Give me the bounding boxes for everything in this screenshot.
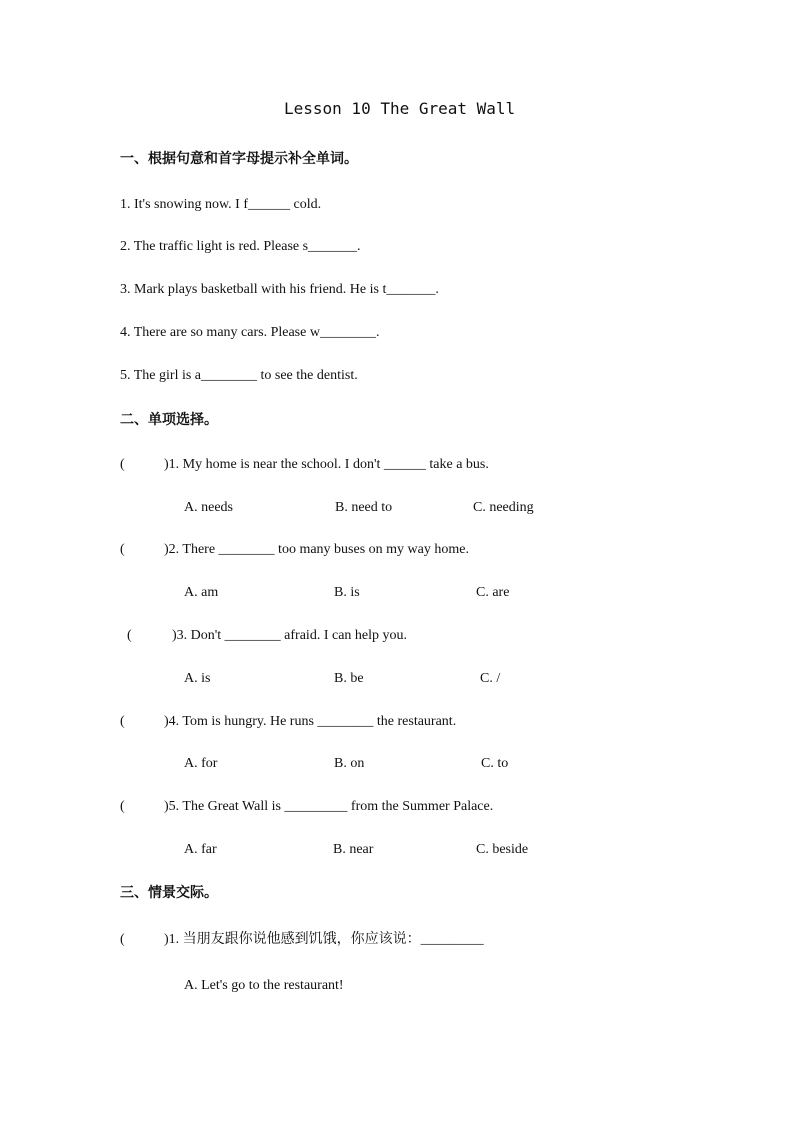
section-2-heading: 二、单项选择。 <box>120 412 218 428</box>
option-c: C. / <box>480 671 501 686</box>
section-3-heading: 三、情景交际。 <box>120 885 218 901</box>
question-stem: )5. The Great Wall is _________ from the Summer Palace. <box>164 799 494 814</box>
option-a: A. am <box>184 585 219 600</box>
option-b: B. need to <box>335 500 393 515</box>
fill-item-5: 5. The girl is a________ to see the dentist. <box>120 368 358 383</box>
option-b: B. be <box>334 671 364 686</box>
question-paren: ( <box>120 932 125 947</box>
question-paren: ( <box>120 714 125 729</box>
option-b: B. is <box>334 585 360 600</box>
option-b: B. near <box>333 842 374 857</box>
option-a: A. is <box>184 671 211 686</box>
question-stem: )1. My home is near the school. I don't ______ take a bus. <box>164 457 489 472</box>
question-stem: )3. Don't ________ afraid. I can help you. <box>172 628 408 643</box>
section-1-heading: 一、根据句意和首字母提示补全单词。 <box>120 151 358 167</box>
option-b: B. on <box>334 756 365 771</box>
fill-item-3: 3. Mark plays basketball with his friend. He is t_______. <box>120 282 439 297</box>
page-title: Lesson 10 The Great Wall <box>284 99 516 118</box>
option-a: A. needs <box>184 500 233 515</box>
question-stem: )2. There ________ too many buses on my way home. <box>164 542 469 557</box>
option-c: C. are <box>476 585 510 600</box>
option-c: C. beside <box>476 842 529 857</box>
question-paren: ( <box>120 799 125 814</box>
question-paren: ( <box>127 628 132 643</box>
option-c: C. to <box>481 756 509 771</box>
option-a: A. Let's go to the restaurant! <box>184 978 344 993</box>
question-paren: ( <box>120 542 125 557</box>
option-a: A. far <box>184 842 217 857</box>
question-stem: )4. Tom is hungry. He runs ________ the restaurant. <box>164 714 457 729</box>
fill-item-2: 2. The traffic light is red. Please s_______. <box>120 239 361 254</box>
question-paren: ( <box>120 457 125 472</box>
fill-item-1: 1. It's snowing now. I f______ cold. <box>120 197 322 212</box>
option-a: A. for <box>184 756 218 771</box>
fill-item-4: 4. There are so many cars. Please w________. <box>120 325 380 340</box>
option-c: C. needing <box>473 500 534 515</box>
question-stem: )1. 当朋友跟你说他感到饥饿，你应该说：_________ <box>164 932 484 947</box>
